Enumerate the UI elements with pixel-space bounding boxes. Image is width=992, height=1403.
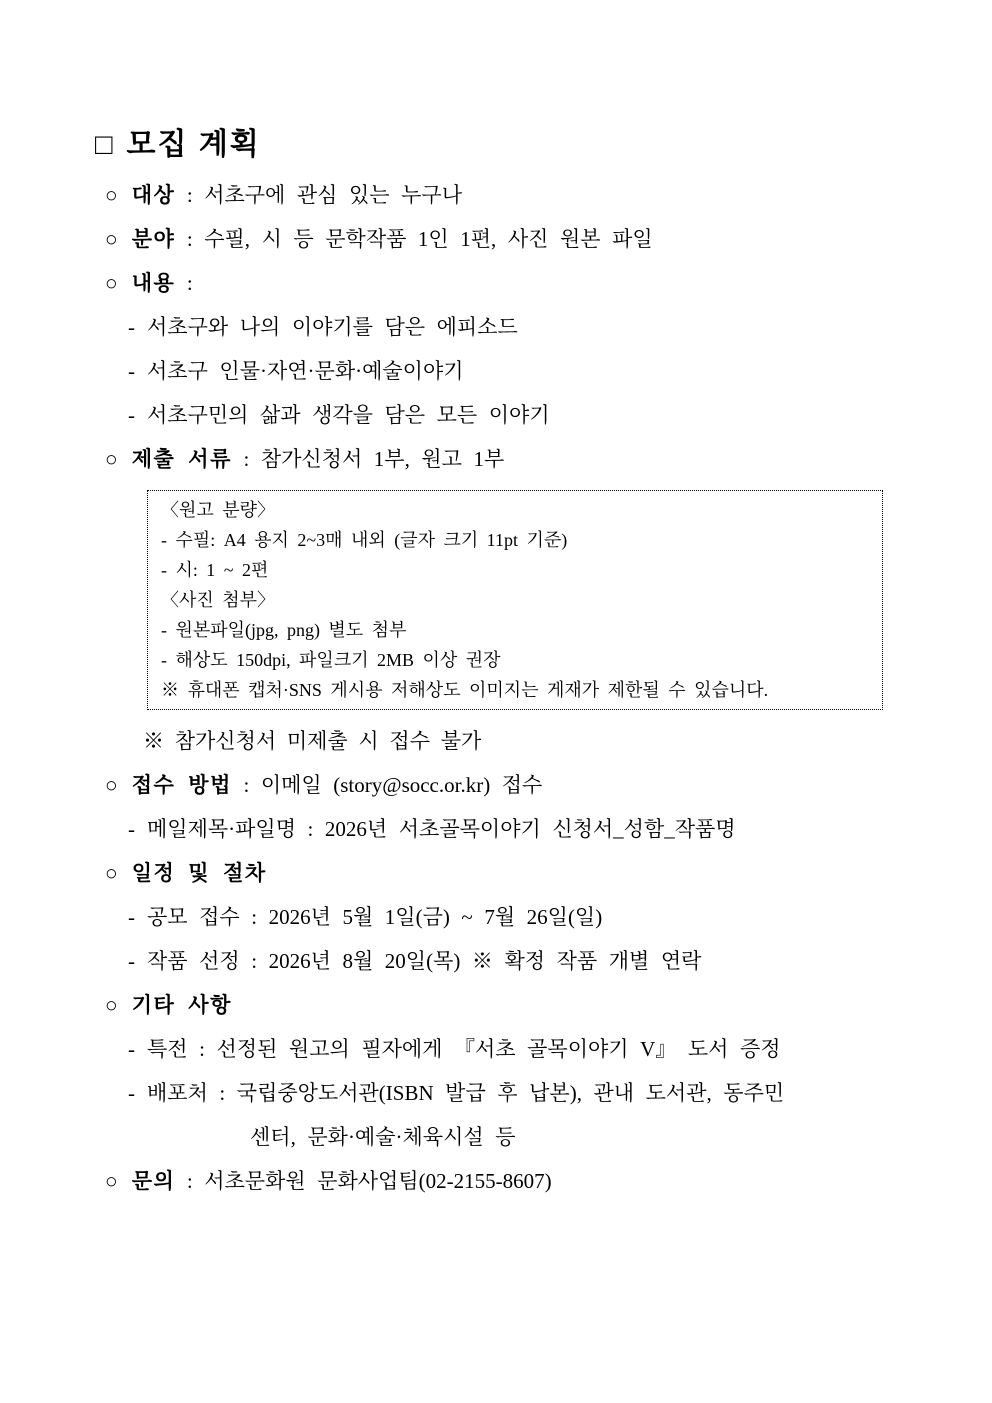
circle-bullet-icon: ○ [105, 447, 118, 471]
item-content-text: : [175, 271, 193, 295]
dash-bullet-icon: - [128, 403, 135, 427]
item-apply [105, 772, 936, 798]
etc-subitem [128, 1036, 936, 1062]
checkbox-square-icon: □ [95, 129, 115, 161]
etc-subitem [128, 1080, 936, 1106]
dash-bullet-icon: - [128, 359, 135, 383]
item-contact-label: 문의 [131, 1169, 176, 1193]
item-content [105, 270, 936, 296]
page-title-text: 모집 계획 [126, 128, 261, 161]
circle-bullet-icon: ○ [105, 183, 118, 207]
item-docs-text: : 참가신청서 1부, 원고 1부 [231, 447, 505, 471]
etc-subitem-continuation: 센터, 문화·예술·체육시설 등 [250, 1125, 516, 1149]
item-field-label: 분야 [131, 227, 176, 251]
dash-bullet-icon: - [128, 1081, 135, 1105]
box-line: 〈사진 첨부〉 [161, 590, 276, 610]
circle-bullet-icon: ○ [105, 271, 118, 295]
schedule-subitem [128, 904, 936, 930]
content-subitem [128, 358, 936, 384]
circle-bullet-icon: ○ [105, 993, 118, 1017]
box-line: ※ 휴대폰 캡처·SNS 게시용 저해상도 이미지는 게재가 제한될 수 있습니다. [161, 680, 769, 700]
schedule-subitem-text: 공모 접수 : 2026년 5월 1일(금) ~ 7월 26일(일) [147, 905, 603, 929]
submit-note: ※ 참가신청서 미제출 시 접수 불가 [143, 729, 482, 753]
page-title [95, 126, 936, 164]
content-subitem-text: 서초구 인물·자연·문화·예술이야기 [147, 359, 464, 383]
circle-bullet-icon: ○ [105, 861, 118, 885]
box-line: - 수필: A4 용지 2~3매 내외 (글자 크기 11pt 기준) [161, 530, 568, 550]
item-etc-label: 기타 사항 [131, 993, 232, 1017]
box-line: - 해상도 150dpi, 파일크기 2MB 이상 권장 [161, 650, 501, 670]
item-field [105, 226, 936, 252]
box-line: 〈원고 분량〉 [161, 500, 276, 520]
apply-subitem [128, 816, 936, 842]
etc-subitem-text: 배포처 : 국립중앙도서관(ISBN 발급 후 납본), 관내 도서관, 동주민 [147, 1081, 785, 1105]
item-docs-label: 제출 서류 [131, 447, 232, 471]
item-apply-label: 접수 방법 [131, 773, 232, 797]
schedule-subitem-text: 작품 선정 : 2026년 8월 20일(목) ※ 확정 작품 개별 연락 [147, 949, 702, 973]
item-field-text: : 수필, 시 등 문학작품 1인 1편, 사진 원본 파일 [175, 227, 653, 251]
item-target [105, 182, 936, 208]
item-etc [105, 992, 936, 1018]
schedule-subitem [128, 948, 936, 974]
item-schedule [105, 860, 936, 886]
box-line: - 시: 1 ~ 2편 [161, 560, 269, 580]
content-subitem [128, 314, 936, 340]
item-target-text: : 서초구에 관심 있는 누구나 [175, 183, 462, 207]
circle-bullet-icon: ○ [105, 773, 118, 797]
item-content-label: 내용 [131, 271, 176, 295]
item-docs [105, 446, 936, 472]
dash-bullet-icon: - [128, 905, 135, 929]
item-contact [105, 1168, 936, 1194]
content-subitem-text: 서초구민의 삶과 생각을 담은 모든 이야기 [147, 403, 550, 427]
manuscript-notice-box [147, 490, 883, 710]
dash-bullet-icon: - [128, 817, 135, 841]
dash-bullet-icon: - [128, 949, 135, 973]
etc-subitem-text: 특전 : 선정된 원고의 필자에게 『서초 골목이야기 V』 도서 증정 [147, 1037, 781, 1061]
box-line: - 원본파일(jpg, png) 별도 첨부 [161, 620, 407, 640]
dash-bullet-icon: - [128, 1037, 135, 1061]
item-schedule-label: 일정 및 절차 [131, 861, 267, 885]
apply-subitem-text: 메일제목·파일명 : 2026년 서초골목이야기 신청서_성함_작품명 [147, 817, 736, 841]
item-contact-text: : 서초문화원 문화사업팀(02-2155-8607) [175, 1169, 552, 1193]
dash-bullet-icon: - [128, 315, 135, 339]
circle-bullet-icon: ○ [105, 1169, 118, 1193]
item-target-label: 대상 [131, 183, 176, 207]
item-apply-text: : 이메일 (story@socc.or.kr) 접수 [231, 773, 543, 797]
content-subitem-text: 서초구와 나의 이야기를 담은 에피소드 [147, 315, 518, 339]
content-subitem [128, 402, 936, 428]
circle-bullet-icon: ○ [105, 227, 118, 251]
